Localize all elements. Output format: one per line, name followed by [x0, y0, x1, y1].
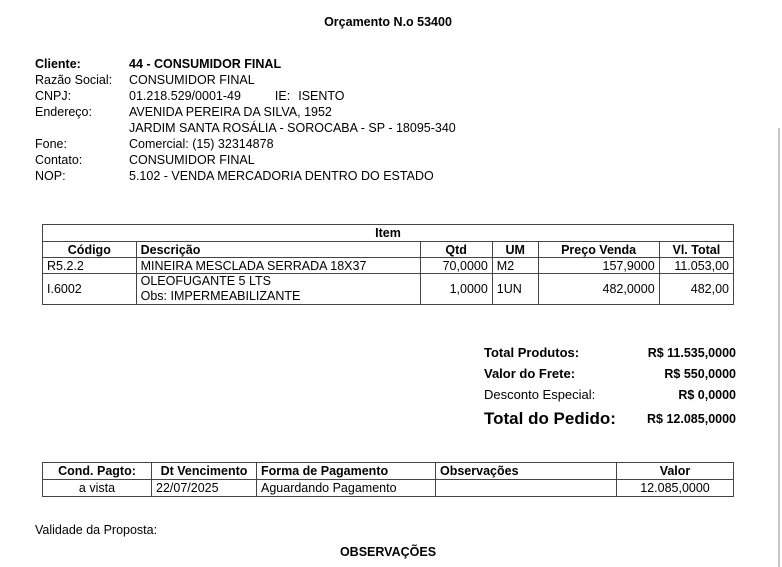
- razao-label: Razão Social:: [35, 73, 113, 87]
- item-um: M2: [492, 258, 538, 274]
- table-row: [43, 480, 734, 497]
- col-header-preco: Preço Venda: [538, 242, 659, 258]
- observations-title: OBSERVAÇÕES: [339, 545, 437, 559]
- contato-label: Contato:: [35, 153, 83, 167]
- item-code: R5.2.2: [43, 258, 137, 274]
- total-produtos-value: R$ 11.535,0000: [647, 345, 736, 360]
- payment-cond: a vista: [43, 480, 152, 497]
- client-row: [35, 56, 456, 72]
- total-pedido-row: [484, 405, 736, 433]
- cnpj-row: [35, 88, 456, 104]
- cnpj-label: CNPJ:: [35, 89, 72, 103]
- razao-row: [35, 72, 456, 88]
- item-description: MINEIRA MESCLADA SERRADA 18X37: [136, 258, 420, 274]
- col-header-qtd: Qtd: [420, 242, 492, 258]
- valor-frete-label: Valor do Frete:: [484, 366, 576, 381]
- cliente-label: Cliente:: [35, 57, 81, 71]
- desconto-value: R$ 0,0000: [678, 387, 736, 402]
- fone-label: Fone:: [35, 137, 67, 151]
- col-header-cond: Cond. Pagto:: [43, 463, 152, 480]
- cliente-value: 44 - CONSUMIDOR FINAL: [129, 57, 282, 71]
- contato-row: [35, 152, 456, 168]
- nop-label: NOP:: [35, 169, 66, 183]
- scrollbar-thumb[interactable]: [778, 128, 780, 567]
- table-row: [43, 258, 734, 274]
- cnpj-value: 01.218.529/0001-49: [129, 89, 241, 103]
- endereco-row: [35, 104, 456, 120]
- ie-value: ISENTO: [298, 89, 345, 103]
- table-row: [43, 274, 734, 305]
- payment-header-row: [43, 463, 734, 480]
- payment-vencimento: 22/07/2025: [152, 480, 257, 497]
- totals-block: [484, 342, 736, 433]
- valor-frete-row: [484, 363, 736, 384]
- item-um: 1UN: [492, 274, 538, 305]
- desconto-label: Desconto Especial:: [484, 387, 596, 402]
- contato-value: CONSUMIDOR FINAL: [129, 153, 255, 167]
- col-header-forma: Forma de Pagamento: [257, 463, 436, 480]
- item-description: OLEOFUGANTE 5 LTS: [140, 274, 271, 288]
- total-pedido-value: R$ 12.085,0000: [647, 412, 736, 426]
- items-table: [42, 224, 734, 305]
- nop-value: 5.102 - VENDA MERCADORIA DENTRO DO ESTADO: [129, 169, 434, 183]
- item-qtd: 70,0000: [420, 258, 492, 274]
- vertical-scrollbar[interactable]: [776, 0, 782, 567]
- endereco-label: Endereço:: [35, 105, 92, 119]
- item-total: 11.053,00: [659, 258, 733, 274]
- items-title-row: [43, 225, 734, 242]
- razao-value: CONSUMIDOR FINAL: [129, 73, 255, 87]
- payment-forma: Aguardando Pagamento: [257, 480, 436, 497]
- items-header-row: [43, 242, 734, 258]
- item-description-cell: [136, 274, 420, 305]
- client-info: [35, 56, 456, 184]
- item-qtd: 1,0000: [420, 274, 492, 305]
- validity-label: Validade da Proposta:: [35, 523, 158, 537]
- col-header-observacoes: Observações: [436, 463, 617, 480]
- items-section-title: Item: [43, 225, 734, 242]
- fone-value: Comercial: (15) 32314878: [129, 137, 274, 151]
- payment-obs: [436, 480, 617, 497]
- col-header-vencimento: Dt Vencimento: [152, 463, 257, 480]
- col-header-codigo: Código: [43, 242, 137, 258]
- payment-valor: 12.085,0000: [617, 480, 734, 497]
- item-total: 482,00: [659, 274, 733, 305]
- col-header-um: UM: [492, 242, 538, 258]
- total-produtos-label: Total Produtos:: [484, 345, 580, 360]
- fone-row: [35, 136, 456, 152]
- total-produtos-row: [484, 342, 736, 363]
- spacer: [35, 120, 129, 136]
- col-header-total: Vl. Total: [659, 242, 733, 258]
- desconto-row: [484, 384, 736, 405]
- item-price: 157,9000: [538, 258, 659, 274]
- ie-label: IE:: [274, 89, 291, 103]
- endereco-line1: AVENIDA PEREIRA DA SILVA, 1952: [129, 105, 332, 119]
- endereco-row-2: [35, 120, 456, 136]
- item-code: I.6002: [43, 274, 137, 305]
- col-header-descricao: Descrição: [136, 242, 420, 258]
- item-price: 482,0000: [538, 274, 659, 305]
- col-header-valor: Valor: [617, 463, 734, 480]
- nop-row: [35, 168, 456, 184]
- endereco-line2: JARDIM SANTA ROSÁLIA - SOROCABA - SP - 18095-340: [129, 121, 456, 135]
- item-obs: Obs: IMPERMEABILIZANTE: [140, 289, 301, 303]
- document-title: Orçamento N.o 53400: [324, 15, 452, 29]
- total-pedido-label: Total do Pedido:: [484, 409, 616, 428]
- valor-frete-value: R$ 550,0000: [664, 366, 736, 381]
- payment-table: [42, 462, 734, 497]
